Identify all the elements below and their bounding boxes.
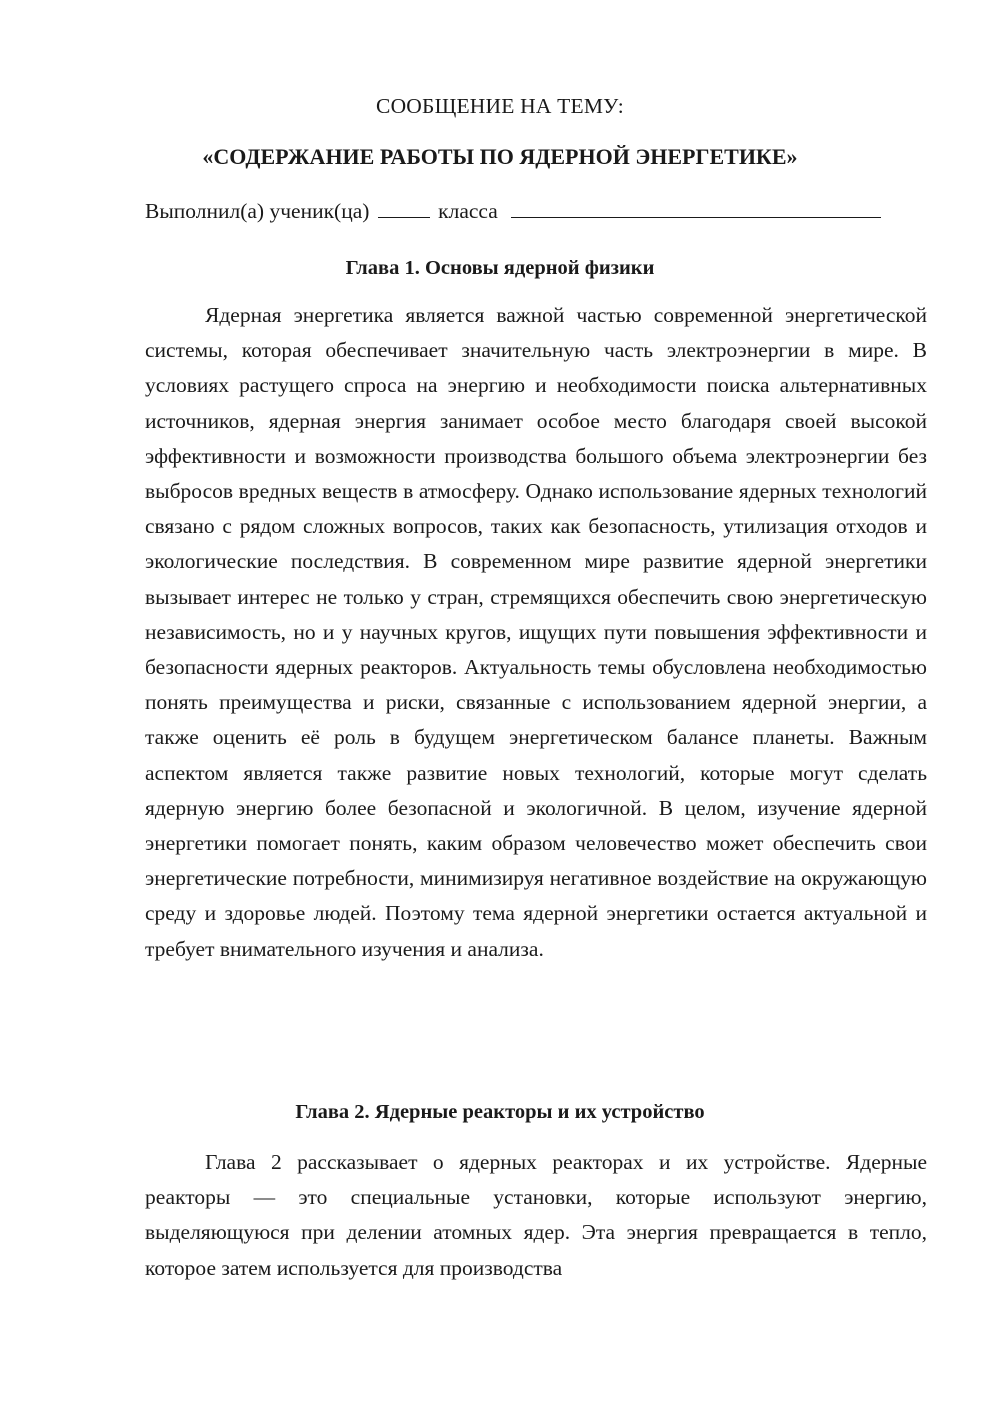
chapter2-paragraph: Глава 2 рассказывает о ядерных реакторах и их устройстве. Ядерные реакторы — это специальные установки, которые используют энергию, выделяющуюся при делении атомных ядер. Эта энергия превращается в тепло, которое затем используется для производства [145,1150,927,1280]
document-title-line1: СООБЩЕНИЕ НА ТЕМУ: [376,94,624,118]
grade-blank-field[interactable] [378,199,430,218]
class-label: класса [438,199,498,223]
chapter2-heading: Глава 2. Ядерные реакторы и их устройство [295,1101,705,1123]
chapter1-paragraph: Ядерная энергетика является важной частью современной энергетической системы, которая обеспечивает значительную часть электроэнергии в мире. В условиях растущего спроса на энергию и необходимости поиска альтернативных источников, ядерная энергия занимает особое место благодаря своей высокой эффективности и возможности производства большого объема электроэнергии без выбросов вредных веществ в атмосферу. Однако использование ядерных технологий связано с рядом сложных вопросов, таких как безопасность, утилизация отходов и экологические последствия. В современном мире развитие ядерной энергетики вызывает интерес не только у стран, стремящихся обеспечить свою энергетическую независимость, но и у научных кругов, ищущих пути повышения эффективности и безопасности ядерных реакторов. Актуальность темы обусловлена необходимостью понять преимущества и риски, связанные с использованием ядерной энергии, а также оценить её роль в будущем энергетическом балансе планеты. Важным аспектом является также развитие новых технологий, которые могут сделать ядерную энергию более безопасной и экологичной. В целом, изучение ядерной энергетики помогает понять, каким образом человечество может обеспечить свои энергетические потребности, минимизируя негативное воздействие на окружающую среду и здоровье людей. Поэтому тема ядерной энергетики остается актуальной и требует внимательного изучения и анализа. [145,303,927,961]
class-name-blank-field[interactable] [511,199,881,218]
chapter1-heading: Глава 1. Основы ядерной физики [345,257,655,279]
author-label: Выполнил(а) ученик(ца) [145,199,370,223]
author-line [145,199,935,224]
document-title-topic: «СОДЕРЖАНИЕ РАБОТЫ ПО ЯДЕРНОЙ ЭНЕРГЕТИКЕ» [202,144,798,169]
